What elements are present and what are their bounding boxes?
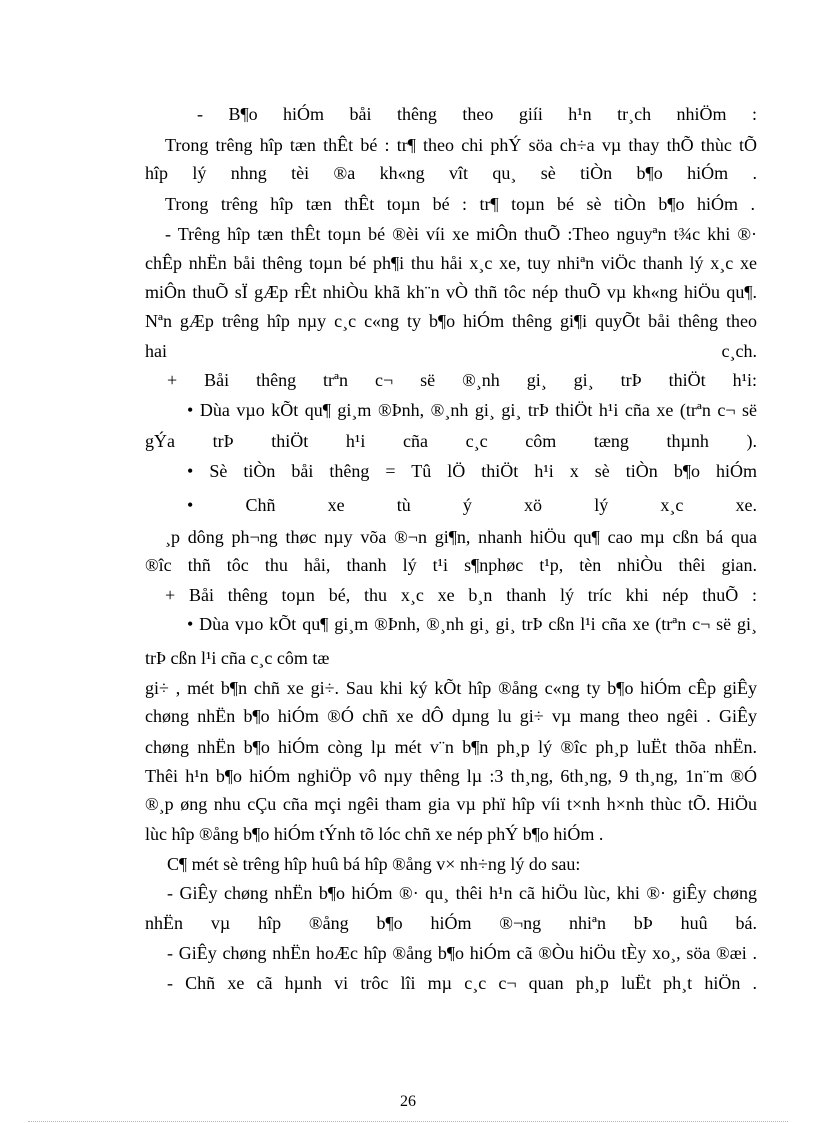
text-line: + Båi thêng trªn c¬ së ®¸nh gi¸ gi¸ trÞ thiÖt h¹i: <box>167 370 757 390</box>
text-line: • Dùa vµo kÕt qu¶ gi¸m ®Þnh, ®¸nh gi¸ gi¸ trÞ cßn l¹i cña xe (trªn c¬ së gi¸ <box>187 614 757 634</box>
text-line: Nªn gÆp trêng hîp nµy c¸c c«ng ty b¶o hiÓm thêng gi¶i quyÕt båi thêng theo <box>145 311 757 331</box>
text-line: chøng nhËn b¶o hiÓm ®Ó chñ xe dÔ dµng lu gi÷ vµ mang theo ngêi . GiÊy <box>145 706 757 726</box>
text-line: + Båi thêng toµn bé, thu x¸c xe b¸n thanh lý tríc khi nép thuÕ : <box>165 585 757 605</box>
text-line: Trong trêng hîp tæn thÊt toµn bé : tr¶ toµn bé sè tiÒn b¶o hiÓm . <box>165 194 755 214</box>
text-line: - Trêng hîp tæn thÊt toµn bé ®èi víi xe miÔn thuÕ :Theo nguyªn t¾c khi ®· <box>165 224 757 244</box>
text-line: chÊp nhËn båi thêng toµn bé ph¶i thu håi x¸c xe, tuy nhiªn viÖc thanh lý x¸c xe <box>145 253 757 273</box>
text-line: - Chñ xe cã hµnh vi trôc lîi mµ c¸c c¬ quan ph¸p luËt ph¸t hiÖn . <box>167 973 757 993</box>
text-line: - B¶o hiÓm båi thêng theo giíi h¹n tr¸ch nhiÖm : <box>197 104 757 124</box>
text-line: - GiÊy chøng nhËn hoÆc hîp ®ång b¶o hiÓm cã ®Òu hiÖu tÈy xo¸, söa ®æi . <box>167 943 757 963</box>
text-line: Thêi h¹n b¶o hiÓm nghiÖp vô nµy thêng lµ :3 th¸ng, 6th¸ng, 9 th¸ng, 1n¨m ®Ó <box>145 766 757 786</box>
text-line: • Dùa vµo kÕt qu¶ gi¸m ®Þnh, ®¸nh gi¸ gi¸ trÞ thiÖt h¹i cña xe (trªn c¬ së <box>187 400 757 420</box>
text-line: trÞ cßn l¹i cña c¸c côm tæ <box>145 648 330 668</box>
text-line: ®îc thñ tôc thu håi, thanh lý t¹i s¶nphøc t¹p, tèn nhiÒu thêi gian. <box>145 555 757 575</box>
text-line: gi÷ , mét b¶n chñ xe gi÷. Sau khi ký kÕt hîp ®ång c«ng ty b¶o hiÓm cÊp giÊy <box>145 678 757 698</box>
footer-divider <box>28 1121 788 1122</box>
text-line: • Sè tiÒn båi thêng = Tû lÖ thiÖt h¹i x sè tiÒn b¶o hiÓm <box>187 461 757 481</box>
text-line: miÔn thuÕ sÏ gÆp rÊt nhiÒu khã kh¨n vÒ thñ tôc nép thuÕ vµ kh«ng hiÖu qu¶. <box>145 282 757 302</box>
text-line: ®¸p øng nhu cÇu cña mçi ngêi tham gia vµ phï hîp víi t×nh h×nh thùc tÕ. HiÖu <box>145 794 757 814</box>
text-line: c¸ch. <box>721 341 757 361</box>
text-line: gÝa trÞ thiÖt h¹i cña c¸c côm tæng thµnh ). <box>145 431 757 451</box>
text-line: - GiÊy chøng nhËn b¶o hiÓm ®· qu¸ thêi h¹n cã hiÖu lùc, khi ®· giÊy chøng <box>167 883 757 903</box>
text-line: C¶ mét sè trêng hîp huû bá hîp ®ång v× nh÷ng lý do sau: <box>167 854 581 874</box>
text-line: lùc hîp ®ång b¶o hiÓm tÝnh tõ lóc chñ xe nép phÝ b¶o hiÓm . <box>145 824 604 844</box>
text-line: ¸p dông ph¬ng thøc nµy võa ®¬n gi¶n, nhanh hiÖu qu¶ cao mµ cßn bá qua <box>165 527 757 547</box>
page-number: 26 <box>400 1093 416 1110</box>
text-line: chøng nhËn b¶o hiÓm còng lµ mét v¨n b¶n ph¸p lý ®îc ph¸p luËt thõa nhËn. <box>145 737 757 757</box>
text-line: nhËn vµ hîp ®ång b¶o hiÓm ®¬ng nhiªn bÞ huû bá. <box>145 913 757 933</box>
text-line: Trong trêng hîp tæn thÊt bé : tr¶ theo chi phÝ söa ch÷a vµ thay thÕ thùc tÕ <box>165 135 757 155</box>
text-line: hîp lý nhng tèi ®a kh«ng vît qu¸ sè tiÒn b¶o hiÓm . <box>145 163 757 183</box>
text-line: hai <box>145 341 167 361</box>
text-line: • Chñ xe tù ý xö lý x¸c xe. <box>187 495 757 515</box>
